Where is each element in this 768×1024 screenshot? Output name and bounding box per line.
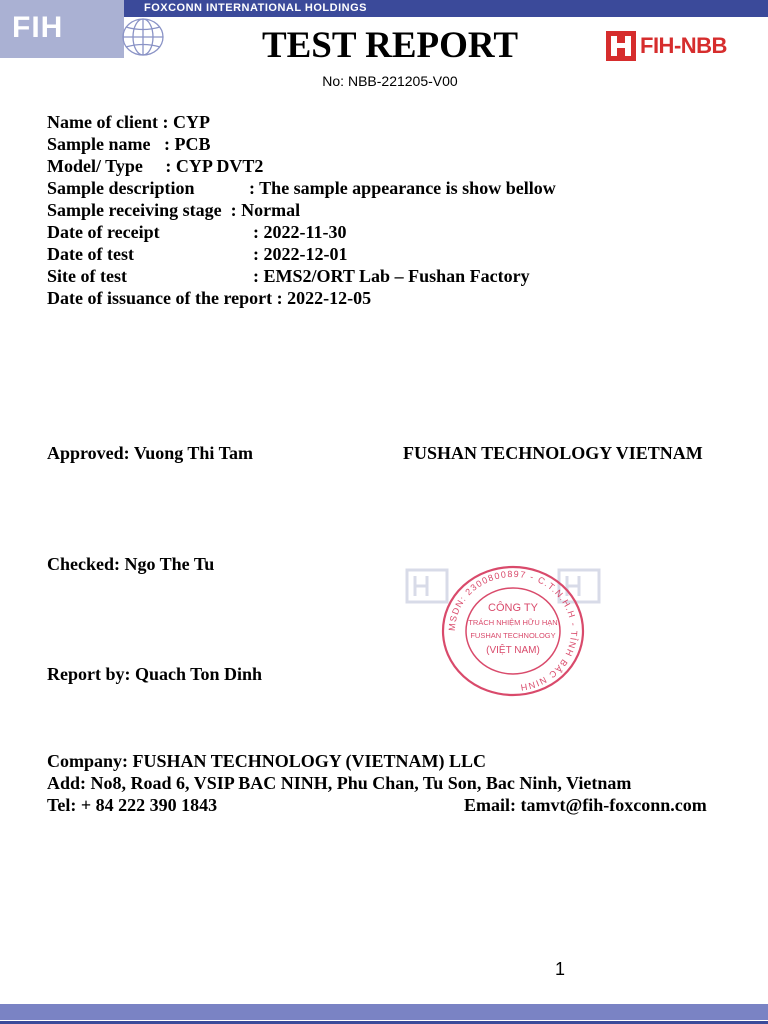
fih-mark-icon <box>606 31 636 61</box>
company-address: Add: No8, Road 6, VSIP BAC NINH, Phu Chan, Tu Son, Bac Ninh, Vietnam <box>47 773 632 793</box>
page-title: TEST REPORT <box>261 25 519 66</box>
detail-name-of-client: Name of client : CYP <box>47 112 210 132</box>
approved-by: Approved: Vuong Thi Tam <box>47 443 253 463</box>
detail-model-type: Model/ Type : CYP DVT2 <box>47 156 264 176</box>
checked-by: Checked: Ngo The Tu <box>47 554 215 574</box>
footer-bar <box>0 1004 768 1020</box>
detail-date-of-receipt-value: : 2022-11-30 <box>253 222 347 242</box>
report-by: Report by: Quach Ton Dinh <box>47 664 263 684</box>
svg-text:FUSHAN TECHNOLOGY: FUSHAN TECHNOLOGY <box>470 631 556 640</box>
detail-date-of-test-label: Date of test <box>47 244 134 264</box>
organization-name: FUSHAN TECHNOLOGY VIETNAM <box>403 443 703 463</box>
detail-date-of-receipt-label: Date of receipt <box>47 222 160 242</box>
report-number: No: NBB-221205-V00 <box>322 73 458 89</box>
company-tel: Tel: + 84 222 390 1843 <box>47 795 218 815</box>
header-banner <box>124 0 768 17</box>
svg-text:TRÁCH NHIỆM HỮU HẠN: TRÁCH NHIỆM HỮU HẠN <box>468 618 558 627</box>
detail-sample-name: Sample name : PCB <box>47 134 211 154</box>
detail-sample-description-label: Sample description <box>47 178 195 198</box>
fih-logo-text: FIH <box>12 11 64 44</box>
svg-text:(VIỆT NAM): (VIỆT NAM) <box>486 645 540 656</box>
page-number: 1 <box>554 959 565 979</box>
company-stamp <box>440 565 586 697</box>
fih-nbb-logo-text: FIH-NBB <box>640 33 727 58</box>
globe-icon <box>120 16 166 58</box>
fih-nbb-logo <box>606 31 768 61</box>
detail-site-of-test-value: : EMS2/ORT Lab – Fushan Factory <box>253 266 530 286</box>
banner-text: FOXCONN INTERNATIONAL HOLDINGS <box>144 2 367 14</box>
detail-date-of-test-value: : 2022-12-01 <box>253 244 348 264</box>
detail-receiving-stage: Sample receiving stage : Normal <box>47 200 301 220</box>
svg-text:MSDN: 2300800897 - C.T.N.H.H -: MSDN: 2300800897 - C.T.N.H.H - TỈNH BẮC NINH <box>446 568 580 693</box>
company-email: Email: tamvt@fih-foxconn.com <box>464 795 707 815</box>
company-name: Company: FUSHAN TECHNOLOGY (VIETNAM) LLC <box>47 751 487 771</box>
svg-text:CÔNG TY: CÔNG TY <box>488 602 538 614</box>
detail-sample-description-value: : The sample appearance is show bellow <box>249 178 556 198</box>
fih-logo <box>0 0 124 58</box>
detail-date-of-issuance: Date of issuance of the report : 2022-12-05 <box>47 288 372 308</box>
detail-site-of-test-label: Site of test <box>47 266 127 286</box>
